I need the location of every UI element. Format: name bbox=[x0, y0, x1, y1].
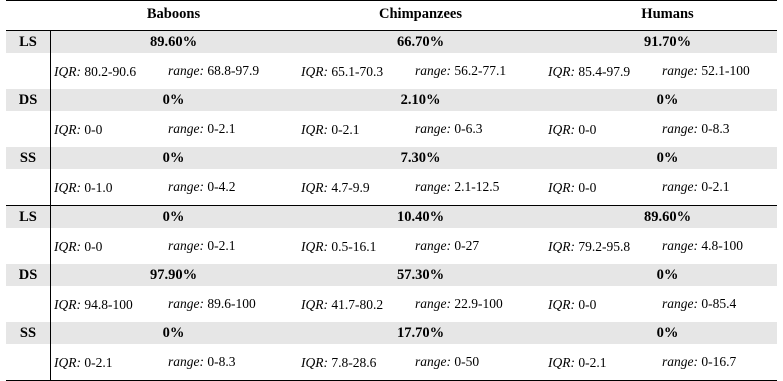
iqr-text bbox=[54, 355, 113, 370]
condition-label: DS bbox=[6, 89, 51, 111]
percent-value: 0% bbox=[656, 325, 679, 341]
percent-row bbox=[6, 89, 777, 111]
detail-row bbox=[6, 286, 777, 322]
percent-value: 89.60% bbox=[149, 34, 198, 50]
iqr-stat bbox=[301, 53, 409, 89]
percent-row bbox=[6, 206, 777, 228]
iqr-text bbox=[548, 239, 630, 254]
iqr-stat bbox=[301, 344, 409, 380]
range-stat bbox=[415, 169, 544, 205]
range-value: 89.6-100 bbox=[207, 296, 256, 311]
iqr-stat bbox=[54, 169, 162, 205]
condition-label: SS bbox=[6, 147, 51, 169]
range-stat bbox=[168, 286, 297, 322]
range-label: range: bbox=[415, 179, 451, 194]
iqr-value: 85.4-97.9 bbox=[578, 63, 631, 79]
percent-value: 97.90% bbox=[149, 267, 198, 283]
percent-value: 10.40% bbox=[396, 209, 445, 225]
iqr-label: IQR: bbox=[54, 179, 81, 195]
stats-cell bbox=[50, 53, 297, 89]
range-label: range: bbox=[415, 354, 451, 369]
range-stat bbox=[415, 53, 544, 89]
iqr-stat bbox=[54, 344, 162, 380]
iqr-label: IQR: bbox=[301, 63, 328, 79]
range-stat bbox=[662, 228, 783, 264]
range-value: 22.9-100 bbox=[454, 296, 503, 311]
range-label: range: bbox=[662, 121, 698, 136]
stats-cell bbox=[50, 169, 297, 205]
iqr-text bbox=[301, 297, 383, 312]
percent-row bbox=[6, 264, 777, 286]
iqr-stat bbox=[548, 53, 656, 89]
stats-cell bbox=[297, 169, 544, 205]
stats-cell bbox=[297, 228, 544, 264]
range-value: 56.2-77.1 bbox=[454, 63, 507, 78]
iqr-text bbox=[54, 239, 102, 254]
iqr-text bbox=[54, 180, 113, 195]
range-label: range: bbox=[662, 296, 698, 311]
iqr-stat bbox=[301, 286, 409, 322]
range-stat bbox=[168, 169, 297, 205]
range-label: range: bbox=[415, 121, 451, 136]
range-stat bbox=[662, 344, 783, 380]
percent-value: 2.10% bbox=[400, 92, 441, 108]
iqr-text bbox=[54, 122, 102, 137]
range-stat bbox=[168, 228, 297, 264]
detail-row bbox=[6, 344, 777, 380]
condition-label: LS bbox=[6, 31, 51, 53]
range-label: range: bbox=[168, 238, 204, 253]
stats-cell bbox=[50, 111, 297, 147]
stats-cell bbox=[544, 53, 783, 89]
range-value: 52.1-100 bbox=[701, 63, 750, 78]
iqr-label: IQR: bbox=[548, 179, 575, 195]
range-value: 0-85.4 bbox=[701, 296, 737, 311]
iqr-stat bbox=[301, 111, 409, 147]
range-label: range: bbox=[662, 63, 698, 78]
range-stat bbox=[415, 111, 544, 147]
percent-value: 0% bbox=[656, 150, 679, 166]
iqr-value: 80.2-90.6 bbox=[84, 63, 137, 79]
iqr-label: IQR: bbox=[301, 238, 328, 254]
range-stat bbox=[662, 53, 783, 89]
iqr-label: IQR: bbox=[54, 238, 81, 254]
percent-row bbox=[6, 147, 777, 169]
range-value: 0-27 bbox=[454, 238, 480, 253]
condition-label: LS bbox=[6, 206, 51, 228]
range-stat bbox=[662, 111, 783, 147]
range-label: range: bbox=[168, 296, 204, 311]
range-value: 68.8-97.9 bbox=[207, 63, 260, 78]
iqr-value: 0-0 bbox=[578, 296, 597, 312]
range-label: range: bbox=[662, 354, 698, 369]
iqr-label: IQR: bbox=[548, 63, 575, 79]
iqr-text bbox=[301, 64, 383, 79]
results-table bbox=[6, 0, 777, 381]
table-body bbox=[6, 31, 777, 381]
iqr-label: IQR: bbox=[301, 296, 328, 312]
range-stat bbox=[415, 286, 544, 322]
iqr-text bbox=[54, 64, 136, 79]
range-value: 0-50 bbox=[454, 354, 480, 369]
iqr-text bbox=[301, 180, 370, 195]
iqr-label: IQR: bbox=[548, 354, 575, 370]
detail-row bbox=[6, 53, 777, 89]
stats-cell bbox=[50, 286, 297, 322]
iqr-value: 0-2.1 bbox=[578, 354, 607, 370]
iqr-text bbox=[548, 180, 596, 195]
range-label: range: bbox=[415, 296, 451, 311]
range-label: range: bbox=[662, 179, 698, 194]
range-label: range: bbox=[415, 238, 451, 253]
iqr-label: IQR: bbox=[301, 121, 328, 137]
range-value: 0-4.2 bbox=[207, 179, 236, 194]
detail-row bbox=[6, 169, 777, 205]
range-label: range: bbox=[662, 238, 698, 253]
iqr-text bbox=[548, 355, 607, 370]
range-value: 0-2.1 bbox=[701, 179, 730, 194]
table-block bbox=[6, 206, 777, 381]
range-label: range: bbox=[415, 63, 451, 78]
iqr-text bbox=[301, 122, 360, 137]
range-value: 0-6.3 bbox=[454, 121, 483, 136]
range-stat bbox=[168, 111, 297, 147]
table-header bbox=[6, 0, 777, 31]
percent-value: 0% bbox=[162, 150, 185, 166]
condition-label: SS bbox=[6, 322, 51, 344]
iqr-stat bbox=[54, 228, 162, 264]
header-baboons: Baboons bbox=[146, 6, 201, 22]
iqr-value: 0-2.1 bbox=[331, 121, 360, 137]
stats-cell bbox=[297, 344, 544, 380]
iqr-value: 0-2.1 bbox=[84, 354, 113, 370]
range-label: range: bbox=[168, 354, 204, 369]
stats-cell bbox=[544, 286, 783, 322]
detail-row bbox=[6, 111, 777, 147]
range-stat bbox=[415, 344, 544, 380]
range-value: 0-8.3 bbox=[207, 354, 236, 369]
range-stat bbox=[662, 286, 783, 322]
iqr-value: 94.8-100 bbox=[84, 296, 133, 312]
iqr-text bbox=[548, 297, 596, 312]
iqr-value: 41.7-80.2 bbox=[331, 296, 384, 312]
iqr-text bbox=[548, 122, 596, 137]
iqr-stat bbox=[548, 344, 656, 380]
iqr-label: IQR: bbox=[548, 121, 575, 137]
range-stat bbox=[662, 169, 783, 205]
range-value: 0-2.1 bbox=[207, 238, 236, 253]
iqr-label: IQR: bbox=[301, 179, 328, 195]
iqr-text bbox=[301, 239, 376, 254]
header-humans: Humans bbox=[641, 6, 694, 22]
iqr-value: 7.8-28.6 bbox=[331, 354, 377, 370]
stats-cell bbox=[544, 344, 783, 380]
percent-value: 91.70% bbox=[643, 34, 692, 50]
stats-cell bbox=[544, 111, 783, 147]
detail-row bbox=[6, 228, 777, 264]
percent-value: 57.30% bbox=[396, 267, 445, 283]
iqr-stat bbox=[301, 169, 409, 205]
iqr-stat bbox=[301, 228, 409, 264]
iqr-stat bbox=[548, 286, 656, 322]
percent-value: 0% bbox=[162, 209, 185, 225]
iqr-value: 0-1.0 bbox=[84, 179, 113, 195]
stats-cell bbox=[297, 286, 544, 322]
percent-row bbox=[6, 31, 777, 53]
iqr-label: IQR: bbox=[548, 296, 575, 312]
iqr-value: 0-0 bbox=[84, 238, 103, 254]
iqr-text bbox=[548, 64, 630, 79]
stats-cell bbox=[297, 111, 544, 147]
range-value: 0-2.1 bbox=[207, 121, 236, 136]
stats-cell bbox=[50, 228, 297, 264]
stats-cell bbox=[544, 228, 783, 264]
header-chimpanzees: Chimpanzees bbox=[379, 6, 462, 22]
iqr-value: 65.1-70.3 bbox=[331, 63, 384, 79]
iqr-label: IQR: bbox=[548, 238, 575, 254]
percent-row bbox=[6, 322, 777, 344]
percent-value: 17.70% bbox=[396, 325, 445, 341]
range-label: range: bbox=[168, 121, 204, 136]
iqr-label: IQR: bbox=[54, 63, 81, 79]
stats-cell bbox=[544, 169, 783, 205]
iqr-stat bbox=[548, 111, 656, 147]
iqr-text bbox=[54, 297, 133, 312]
iqr-stat bbox=[548, 228, 656, 264]
percent-value: 0% bbox=[162, 92, 185, 108]
percent-value: 7.30% bbox=[400, 150, 441, 166]
iqr-stat bbox=[54, 286, 162, 322]
iqr-value: 79.2-95.8 bbox=[578, 238, 631, 254]
iqr-text bbox=[301, 355, 376, 370]
iqr-stat bbox=[54, 53, 162, 89]
range-value: 0-8.3 bbox=[701, 121, 730, 136]
iqr-stat bbox=[548, 169, 656, 205]
iqr-label: IQR: bbox=[54, 354, 81, 370]
range-stat bbox=[415, 228, 544, 264]
range-stat bbox=[168, 344, 297, 380]
iqr-stat bbox=[54, 111, 162, 147]
range-value: 0-16.7 bbox=[701, 354, 737, 369]
iqr-label: IQR: bbox=[54, 121, 81, 137]
range-label: range: bbox=[168, 63, 204, 78]
iqr-value: 0-0 bbox=[84, 121, 103, 137]
percent-value: 89.60% bbox=[643, 209, 692, 225]
percent-value: 66.70% bbox=[396, 34, 445, 50]
table-block bbox=[6, 31, 777, 206]
iqr-label: IQR: bbox=[301, 354, 328, 370]
iqr-label: IQR: bbox=[54, 296, 81, 312]
stats-cell bbox=[50, 344, 297, 380]
percent-value: 0% bbox=[656, 267, 679, 283]
range-stat bbox=[168, 53, 297, 89]
iqr-value: 0-0 bbox=[578, 179, 597, 195]
range-label: range: bbox=[168, 179, 204, 194]
iqr-value: 0-0 bbox=[578, 121, 597, 137]
percent-value: 0% bbox=[162, 325, 185, 341]
iqr-value: 4.7-9.9 bbox=[331, 179, 370, 195]
percent-value: 0% bbox=[656, 92, 679, 108]
iqr-value: 0.5-16.1 bbox=[331, 238, 377, 254]
condition-label: DS bbox=[6, 264, 51, 286]
stats-cell bbox=[297, 53, 544, 89]
range-value: 4.8-100 bbox=[701, 238, 743, 253]
range-value: 2.1-12.5 bbox=[454, 179, 500, 194]
